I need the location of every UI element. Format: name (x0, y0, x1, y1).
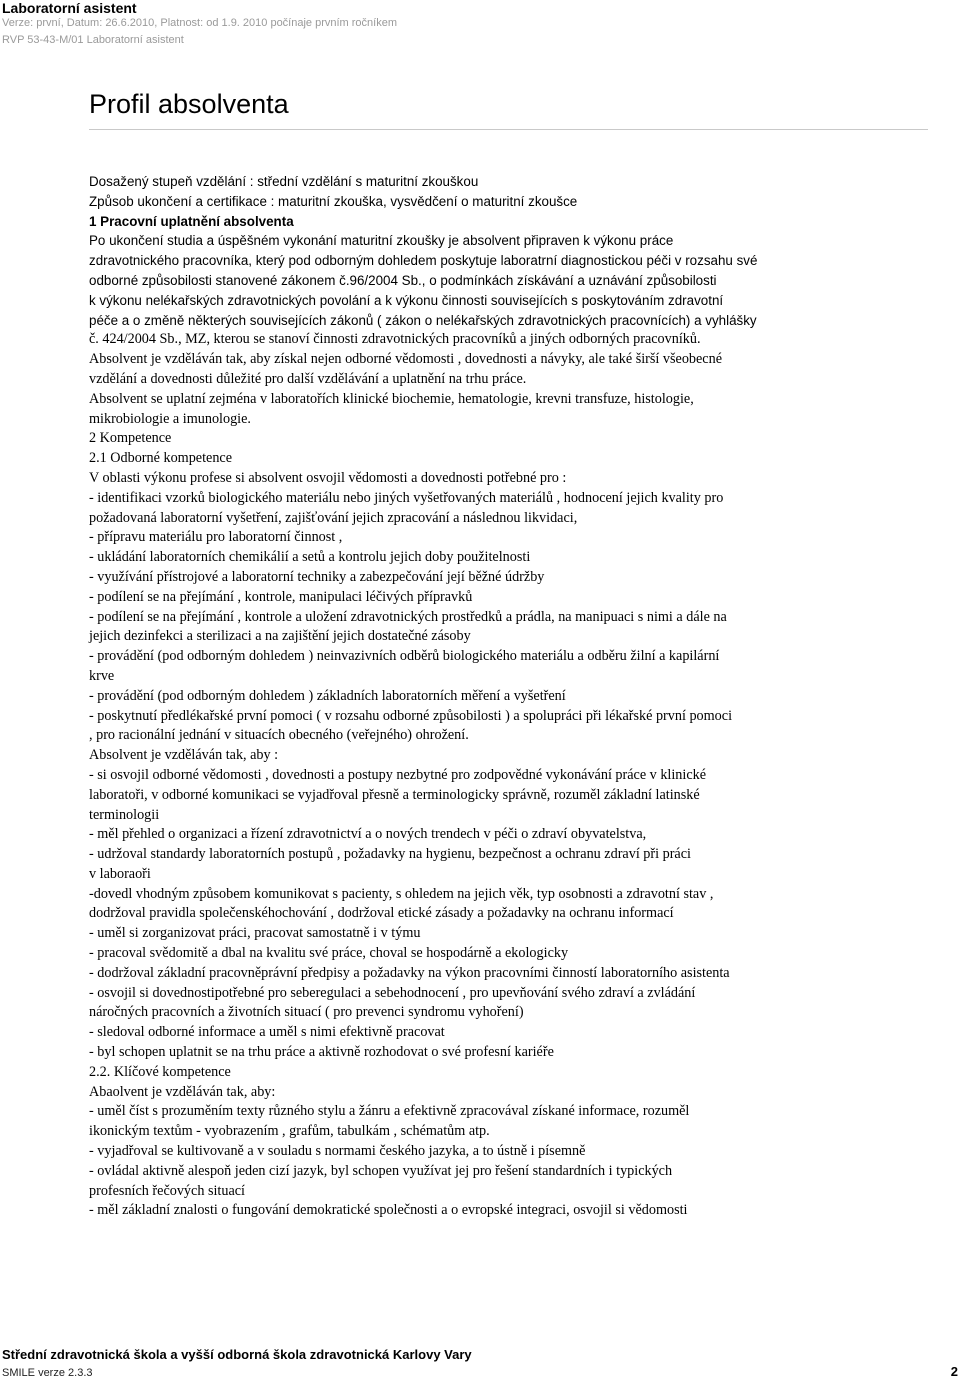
text-line: 2 Kompetence (89, 430, 172, 447)
footer-school-name: Střední zdravotnická škola a vyšší odborná škola zdravotnická Karlovy Vary (2, 1347, 472, 1362)
text-line: - měl přehled o organizaci a řízení zdravotnictví a o nových trendech v péči o zdraví obyvatelstva, (89, 826, 647, 843)
text-line: - využívání přístrojové a laboratorní techniky a zabezpečování její běžné údržby (89, 568, 545, 585)
page-title: Profil absolventa (89, 89, 289, 119)
text-line: - provádění (pod odborným dohledem ) základních laboratorních měření a vyšetření (89, 687, 566, 704)
text-line: - ukládání laboratorních chemikálií a setů a kontrolu jejich doby použitelnosti (89, 549, 531, 566)
text-line: Absolvent se uplatní zejména v laboratořích klinické biochemie, hematologie, krevni transfuze, histologie, (89, 390, 694, 407)
text-line: požadovaná laboratorní vyšetření, zajišťování jejich zpracování a následnou likvidaci, (89, 509, 578, 526)
text-line: Způsob ukončení a certifikace : maturitní zkouška, vysvědčení o maturitní zkoušce (89, 193, 578, 209)
text-line: Abaolvent je vzděláván tak, aby: (89, 1083, 276, 1100)
document-title: Laboratorní asistent (2, 0, 137, 16)
text-line: Po ukončení studia a úspěšném vykonání maturitní zkoušky je absolvent připraven k výkonu práce (89, 233, 674, 249)
text-line: vzdělání a dovednosti důležité pro další vzdělávání a uplatnění na trhu práce. (89, 370, 527, 387)
text-line: - pracoval svědomitě a dbal na kvalitu své práce, choval se hospodárně a ekologicky (89, 945, 569, 962)
text-line: Dosažený stupeň vzdělání : střední vzdělání s maturitní zkouškou (89, 174, 479, 189)
text-line: č. 424/2004 Sb., MZ, kterou se stanoví činnosti zdravotnických pracovníků a jiných odborných pracovníků. (89, 331, 701, 348)
text-line: - uměl si zorganizovat práci, pracovat samostatně i v týmu (89, 925, 421, 942)
text-line: jejich dezinfekci a sterilizaci a na zajištění jejich dostatečné zásoby (89, 628, 471, 645)
text-line: - poskytnutí předlékařské první pomoci ( v rozsahu odborné způsobilosti ) a spolupráci při lékařské první pomoci (89, 707, 733, 724)
text-line: mikrobiologie a imunologie. (89, 410, 251, 427)
text-line: 2.1 Odborné kompetence (89, 450, 233, 467)
text-line: Absolvent je vzděláván tak, aby : (89, 747, 279, 764)
text-line: krve (89, 667, 115, 684)
text-line: zdravotnického pracovníka, který pod odborným dohledem poskytuje laboratrní diagnostickou péči v rozsahu své (89, 253, 758, 269)
text-line: - přípravu materiálu pro laboratorní činnost , (89, 529, 343, 546)
text-line: - osvojil si dovednostipotřebné pro seberegulaci a sebehodnocení , pro upevňování svého zdraví a zvládání (89, 984, 696, 1001)
text-line: - sledoval odborné informace a uměl s nimi efektivně pracovat (89, 1024, 445, 1041)
text-line: odborné způsobilosti stanovené zákonem č.96/2004 Sb., o podmínkách získávání a uznávání způsobilosti (89, 272, 717, 288)
text-line: Absolvent je vzděláván tak, aby získal nejen odborné vědomosti , dovednosti a návyky, ale také širší všeobecné (89, 351, 722, 368)
text-line: - ovládal aktivně alespoň jeden cizí jazyk, byl schopen využívat jej pro řešení standardních i typických (89, 1162, 673, 1179)
text-line: laboratoři, v odborné komunikaci se vyjadřoval přesně a terminologicky správně, rozuměl základní latinské (89, 786, 700, 803)
text-line: - měl základní znalosti o fungování demokratické společnosti a o evropské integraci, osvojil si vědomosti (89, 1202, 688, 1219)
text-line: terminologii (89, 806, 160, 823)
footer-version: SMILE verze 2.3.3 (2, 1367, 93, 1379)
title-divider (89, 129, 928, 130)
text-line: péče a o změně některých souvisejících zákonů ( zákon o nelékařských zdravotnických pracovnících) a vyhlášky (89, 312, 757, 328)
text-line: - udržoval standardy laboratorních postupů , požadavky na hygienu, bezpečnost a ochranu zdraví při práci (89, 846, 691, 863)
text-line: profesních řečových situací (89, 1182, 246, 1199)
text-line: - provádění (pod odborným dohledem ) neinvazivních odběrů biologického materiálu a odběru žilní a kapilární (89, 648, 720, 665)
text-line: 1 Pracovní uplatnění absolventa (89, 213, 294, 229)
text-line: 2.2. Klíčové kompetence (89, 1063, 231, 1080)
text-line: v laboraoři (89, 865, 151, 882)
text-line: - byl schopen uplatnit se na trhu práce a aktivně rozhodovat o své profesní kariéře (89, 1044, 554, 1061)
page-number: 2 (950, 1364, 958, 1379)
text-line: dodržoval pravidla společenskéhochování , dodržoval etické zásady a požadavky na ochranu informací (89, 905, 674, 922)
version-info: Verze: první, Datum: 26.6.2010, Platnost: od 1.9. 2010 počínaje prvním ročníkem (2, 17, 398, 29)
text-line: , pro racionální jednání v situacích obecného (veřejného) ohrožení. (89, 727, 469, 744)
profile-body (89, 172, 889, 1221)
text-line: - uměl číst s prozuměním texty různého stylu a žánru a efektivně zpracovával získané informace, rozuměl (89, 1103, 690, 1120)
text-line: - podílení se na přejímání , kontrole a uložení zdravotnických prostředků a prádla, na manipuaci s nimi a dále na (89, 608, 727, 625)
text-line: - si osvojil odborné vědomosti , dovednosti a postupy nezbytné pro zodpovědné vykonávání práce v klinické (89, 766, 707, 783)
text-line: ikonickým textům - vyobrazením , grafům, tabulkám , schématům atp. (89, 1123, 490, 1140)
text-line: náročných pracovních a životních situací ( pro prevenci syndromu vyhoření) (89, 1004, 524, 1021)
text-line: V oblasti výkonu profese si absolvent osvojil vědomosti a dovednosti potřebné pro : (89, 469, 567, 486)
text-line: - vyjadřoval se kultivovaně a v souladu s normami českého jazyka, a to ústně i písemně (89, 1143, 586, 1160)
text-line: - dodržoval základní pracovněprávní předpisy a požadavky na výkon pracovními činností laboratorního asistenta (89, 964, 730, 981)
text-line: -dovedl vhodným způsobem komunikovat s pacienty, s ohledem na jejich věk, typ osobnosti a zdravotní stav , (89, 885, 714, 902)
text-line: - podílení se na přejímání , kontrole, manipulaci léčivých přípravků (89, 588, 473, 605)
text-line: - identifikaci vzorků biologického materiálu nebo jiných vyšetřovaných materiálů , hodnocení jejich kvality pro (89, 489, 724, 506)
rvp-info: RVP 53-43-M/01 Laboratorní asistent (2, 34, 184, 46)
text-line: k výkonu nelékařských zdravotnických povolání a k výkonu činnosti souvisejících s poskytováním zdravotní (89, 292, 724, 308)
